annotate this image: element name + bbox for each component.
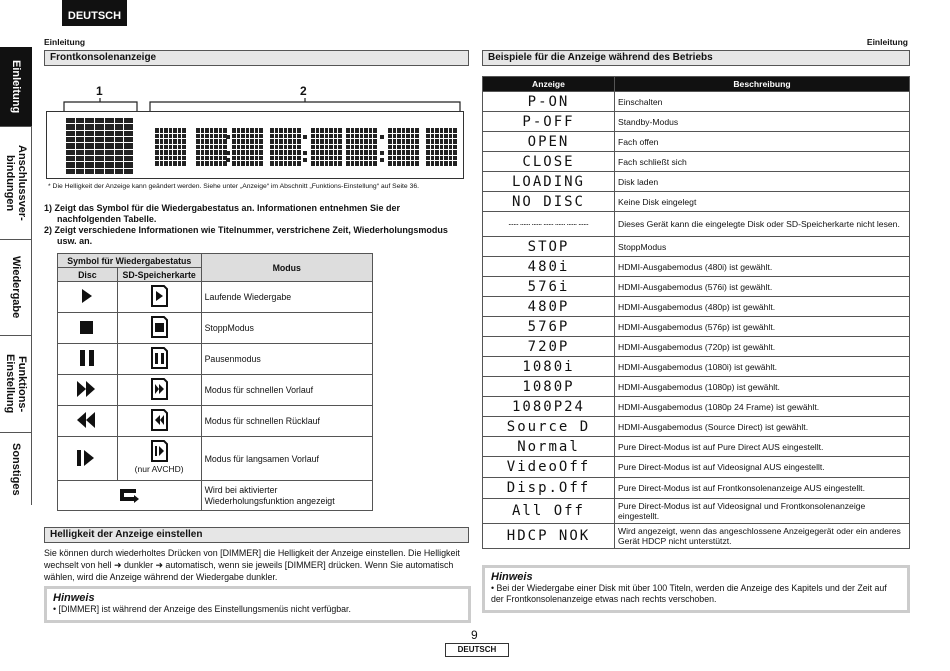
colon-dot (380, 135, 384, 139)
table-row (483, 457, 910, 478)
sidebar-item-sonstiges[interactable]: Sonstiges (10, 442, 22, 496)
mode-label: Modus für schnellen Rücklauf (201, 406, 372, 437)
colon-dot (380, 158, 384, 162)
mode-label: StoppModus (201, 313, 372, 344)
display-readout: P-ON (483, 92, 615, 112)
table-row (483, 132, 910, 152)
colon-dot (226, 158, 230, 162)
table-row (58, 481, 373, 511)
display-readout: 1080P (483, 377, 615, 397)
table-row (483, 152, 910, 172)
display-description: Pure Direct-Modus ist auf Frontkonsolenanzeige AUS eingestellt. (615, 478, 910, 499)
colon-dot (303, 135, 307, 139)
play-icon (58, 282, 118, 313)
breadcrumb-left: Einleitung (44, 37, 86, 47)
dot-matrix-cell (196, 128, 227, 166)
sidebar-item-einleitung[interactable]: Einleitung (0, 47, 32, 127)
brightness-paragraph: Sie können durch wiederholtes Drücken von [DIMMER] die Helligkeit der Anzeige einstellen. Die Helligkeit wechselt von hell ➜ dunkler ➜ automatisch, wenn sie jeweils [DIMMER] drücken. Wenn Sie automatisch wählen, wird die Anzeige während der Wiedergabe dunkler. (44, 548, 460, 582)
display-readout: 480P (483, 297, 615, 317)
stop-icon (58, 313, 118, 344)
display-description: Fach offen (615, 132, 910, 152)
colon-dot (303, 158, 307, 162)
display-readout: LOADING (483, 172, 615, 192)
table-row (483, 212, 910, 237)
sd-slow-forward-icon (149, 440, 169, 462)
hint-text: • Bei der Wiedergabe einer Disk mit über 100 Titeln, werden die Anzeige des Kapitels und der Zeit auf der Frontkonsolenanzeige etwas nach rechts verschoben. (491, 583, 887, 604)
table-row (483, 237, 910, 257)
table-row (58, 406, 373, 437)
callout-2: 2 (300, 84, 307, 98)
breadcrumb-right: Einleitung (866, 37, 908, 47)
display-description: HDMI-Ausgabemodus (480p) ist gewählt. (615, 297, 910, 317)
hint-box-right (482, 565, 910, 613)
display-readout: 1080P24 (483, 397, 615, 417)
mode-label: Modus für langsamen Vorlauf (201, 437, 372, 481)
dot-matrix-cell (155, 128, 186, 166)
page-number: 9 (471, 628, 478, 642)
callout-1: 1 (96, 84, 103, 98)
display-steps (44, 203, 464, 247)
table-row (483, 277, 910, 297)
table-row (58, 282, 373, 313)
colon-dot (303, 151, 307, 155)
sidebar-item-funktion[interactable]: Funktions- Einstellung (0, 336, 32, 433)
table-row (483, 499, 910, 524)
table-row (483, 478, 910, 499)
language-tab: DEUTSCH (62, 0, 127, 26)
display-description: HDMI-Ausgabemodus (480i) ist gewählt. (615, 257, 910, 277)
avchd-note: (nur AVCHD) (134, 464, 184, 474)
display-description: Wird angezeigt, wenn das angeschlossene Anzeigegerät oder ein anderes Gerät HDCP nicht unterstützt. (615, 524, 910, 549)
mode-label: Laufende Wiedergabe (201, 282, 372, 313)
hint-title: Hinweis (491, 571, 533, 583)
colon-dot (380, 151, 384, 155)
table-row (483, 112, 910, 132)
sd-slow-forward-cell (117, 437, 201, 481)
display-description: HDMI-Ausgabemodus (720p) ist gewählt. (615, 337, 910, 357)
sd-pause-icon (117, 344, 201, 375)
display-description: Fach schließt sich (615, 152, 910, 172)
th-disc: Disc (58, 268, 118, 282)
display-description: HDMI-Ausgabemodus (1080p 24 Frame) ist gewählt. (615, 397, 910, 417)
th-symbol: Symbol für Wiedergabestatus (58, 254, 202, 268)
fast-reverse-icon (58, 406, 118, 437)
table-row (483, 417, 910, 437)
playback-status-table (57, 253, 373, 511)
display-readout: 720P (483, 337, 615, 357)
display-readout: 480i (483, 257, 615, 277)
display-description: HDMI-Ausgabemodus (1080p) ist gewählt. (615, 377, 910, 397)
display-description: HDMI-Ausgabemodus (576p) ist gewählt. (615, 317, 910, 337)
display-description: Pure Direct-Modus ist auf Videosignal und Frontkonsolenanzeige eingestellt. (615, 499, 910, 524)
display-readout: CLOSE (483, 152, 615, 172)
display-readout: Normal (483, 437, 615, 457)
dot-matrix-cell (426, 128, 457, 166)
table-row (483, 397, 910, 417)
hint-box-left (44, 586, 471, 623)
display-readout: ...... ...... ...... ...... ...... ...... ...... (483, 212, 615, 237)
display-readout: NO DISC (483, 192, 615, 212)
mode-label: Wird bei aktivierter Wiederholungsfunktion angezeigt (201, 481, 372, 511)
dot-matrix-cell (311, 128, 342, 166)
step-1: 1) Zeigt das Symbol für die Wiedergabestatus an. Informationen entnehmen Sie der nachfolgenden Tabelle. (44, 203, 400, 224)
display-readout: VideoOff (483, 457, 615, 478)
display-description: Pure Direct-Modus ist auf Pure Direct AUS eingestellt. (615, 437, 910, 457)
display-readout: 576P (483, 317, 615, 337)
section-title-examples: Beispiele für die Anzeige während des Betriebs (482, 50, 910, 66)
display-description: Standby-Modus (615, 112, 910, 132)
colon-dot (226, 151, 230, 155)
table-row (483, 297, 910, 317)
display-readout: 576i (483, 277, 615, 297)
table-row (483, 317, 910, 337)
sd-fast-reverse-icon (117, 406, 201, 437)
display-readout: All Off (483, 499, 615, 524)
display-description: Einschalten (615, 92, 910, 112)
display-description: HDMI-Ausgabemodus (1080i) ist gewählt. (615, 357, 910, 377)
sd-stop-icon (117, 313, 201, 344)
dot-matrix-cell (270, 128, 301, 166)
table-row (58, 313, 373, 344)
display-readout: Source D (483, 417, 615, 437)
pause-icon (58, 344, 118, 375)
dot-matrix-cell (388, 128, 419, 166)
dot-matrix-cell (66, 118, 133, 174)
display-readout: HDCP NOK (483, 524, 615, 549)
mode-label: Modus für schnellen Vorlauf (201, 375, 372, 406)
dot-matrix-cell (346, 128, 377, 166)
table-row (483, 437, 910, 457)
table-row (483, 337, 910, 357)
sd-fast-forward-icon (117, 375, 201, 406)
sd-play-icon (117, 282, 201, 313)
display-description: StoppModus (615, 237, 910, 257)
section-title-brightness: Helligkeit der Anzeige einstellen (44, 527, 469, 543)
brightness-footnote: * Die Helligkeit der Anzeige kann geändert werden. Siehe unter „Anzeige“ im Abschnitt „Funktions-Einstellung“ auf Seite 36. (48, 183, 420, 190)
display-readout: OPEN (483, 132, 615, 152)
display-description: Disk laden (615, 172, 910, 192)
hint-title: Hinweis (53, 592, 95, 604)
table-row (483, 192, 910, 212)
display-description: HDMI-Ausgabemodus (Source Direct) ist gewählt. (615, 417, 910, 437)
th-sd: SD-Speicherkarte (117, 268, 201, 282)
table-row (483, 377, 910, 397)
display-readout: STOP (483, 237, 615, 257)
step-2: 2) Zeigt verschiedene Informationen wie Titelnummer, verstrichene Zeit, Wiederholungsmodus usw. an. (44, 225, 448, 246)
mode-label: Pausenmodus (201, 344, 372, 375)
display-description: Dieses Gerät kann die eingelegte Disk oder SD-Speicherkarte nicht lesen. (615, 212, 910, 237)
repeat-icon (58, 481, 202, 511)
sidebar-item-anschluss[interactable]: Anschlussver- bindungen (0, 127, 32, 240)
table-row (483, 357, 910, 377)
table-row (58, 375, 373, 406)
table-row (483, 172, 910, 192)
footer-language: DEUTSCH (445, 643, 509, 657)
table-row (483, 524, 910, 549)
slow-forward-icon (58, 437, 118, 481)
display-description: Pure Direct-Modus ist auf Videosignal AUS eingestellt. (615, 457, 910, 478)
table-row (483, 92, 910, 112)
hint-text: • [DIMMER] ist während der Anzeige des Einstellungsmenüs nicht verfügbar. (53, 604, 351, 614)
display-readout: P-OFF (483, 112, 615, 132)
table-row (58, 437, 373, 481)
section-title-frontpanel: Frontkonsolenanzeige (44, 50, 469, 66)
colon-dot (226, 135, 230, 139)
table-row (58, 344, 373, 375)
dot-matrix-cell (232, 128, 263, 166)
display-readout: Disp.Off (483, 478, 615, 499)
th-mode: Modus (201, 254, 372, 282)
fast-forward-icon (58, 375, 118, 406)
display-readout: 1080i (483, 357, 615, 377)
display-description: HDMI-Ausgabemodus (576i) ist gewählt. (615, 277, 910, 297)
th-display: Anzeige (483, 77, 615, 92)
th-description: Beschreibung (615, 77, 910, 92)
table-row (483, 257, 910, 277)
display-examples-table (482, 76, 910, 549)
sidebar-item-wiedergabe[interactable]: Wiedergabe (0, 240, 32, 336)
display-description: Keine Disk eingelegt (615, 192, 910, 212)
